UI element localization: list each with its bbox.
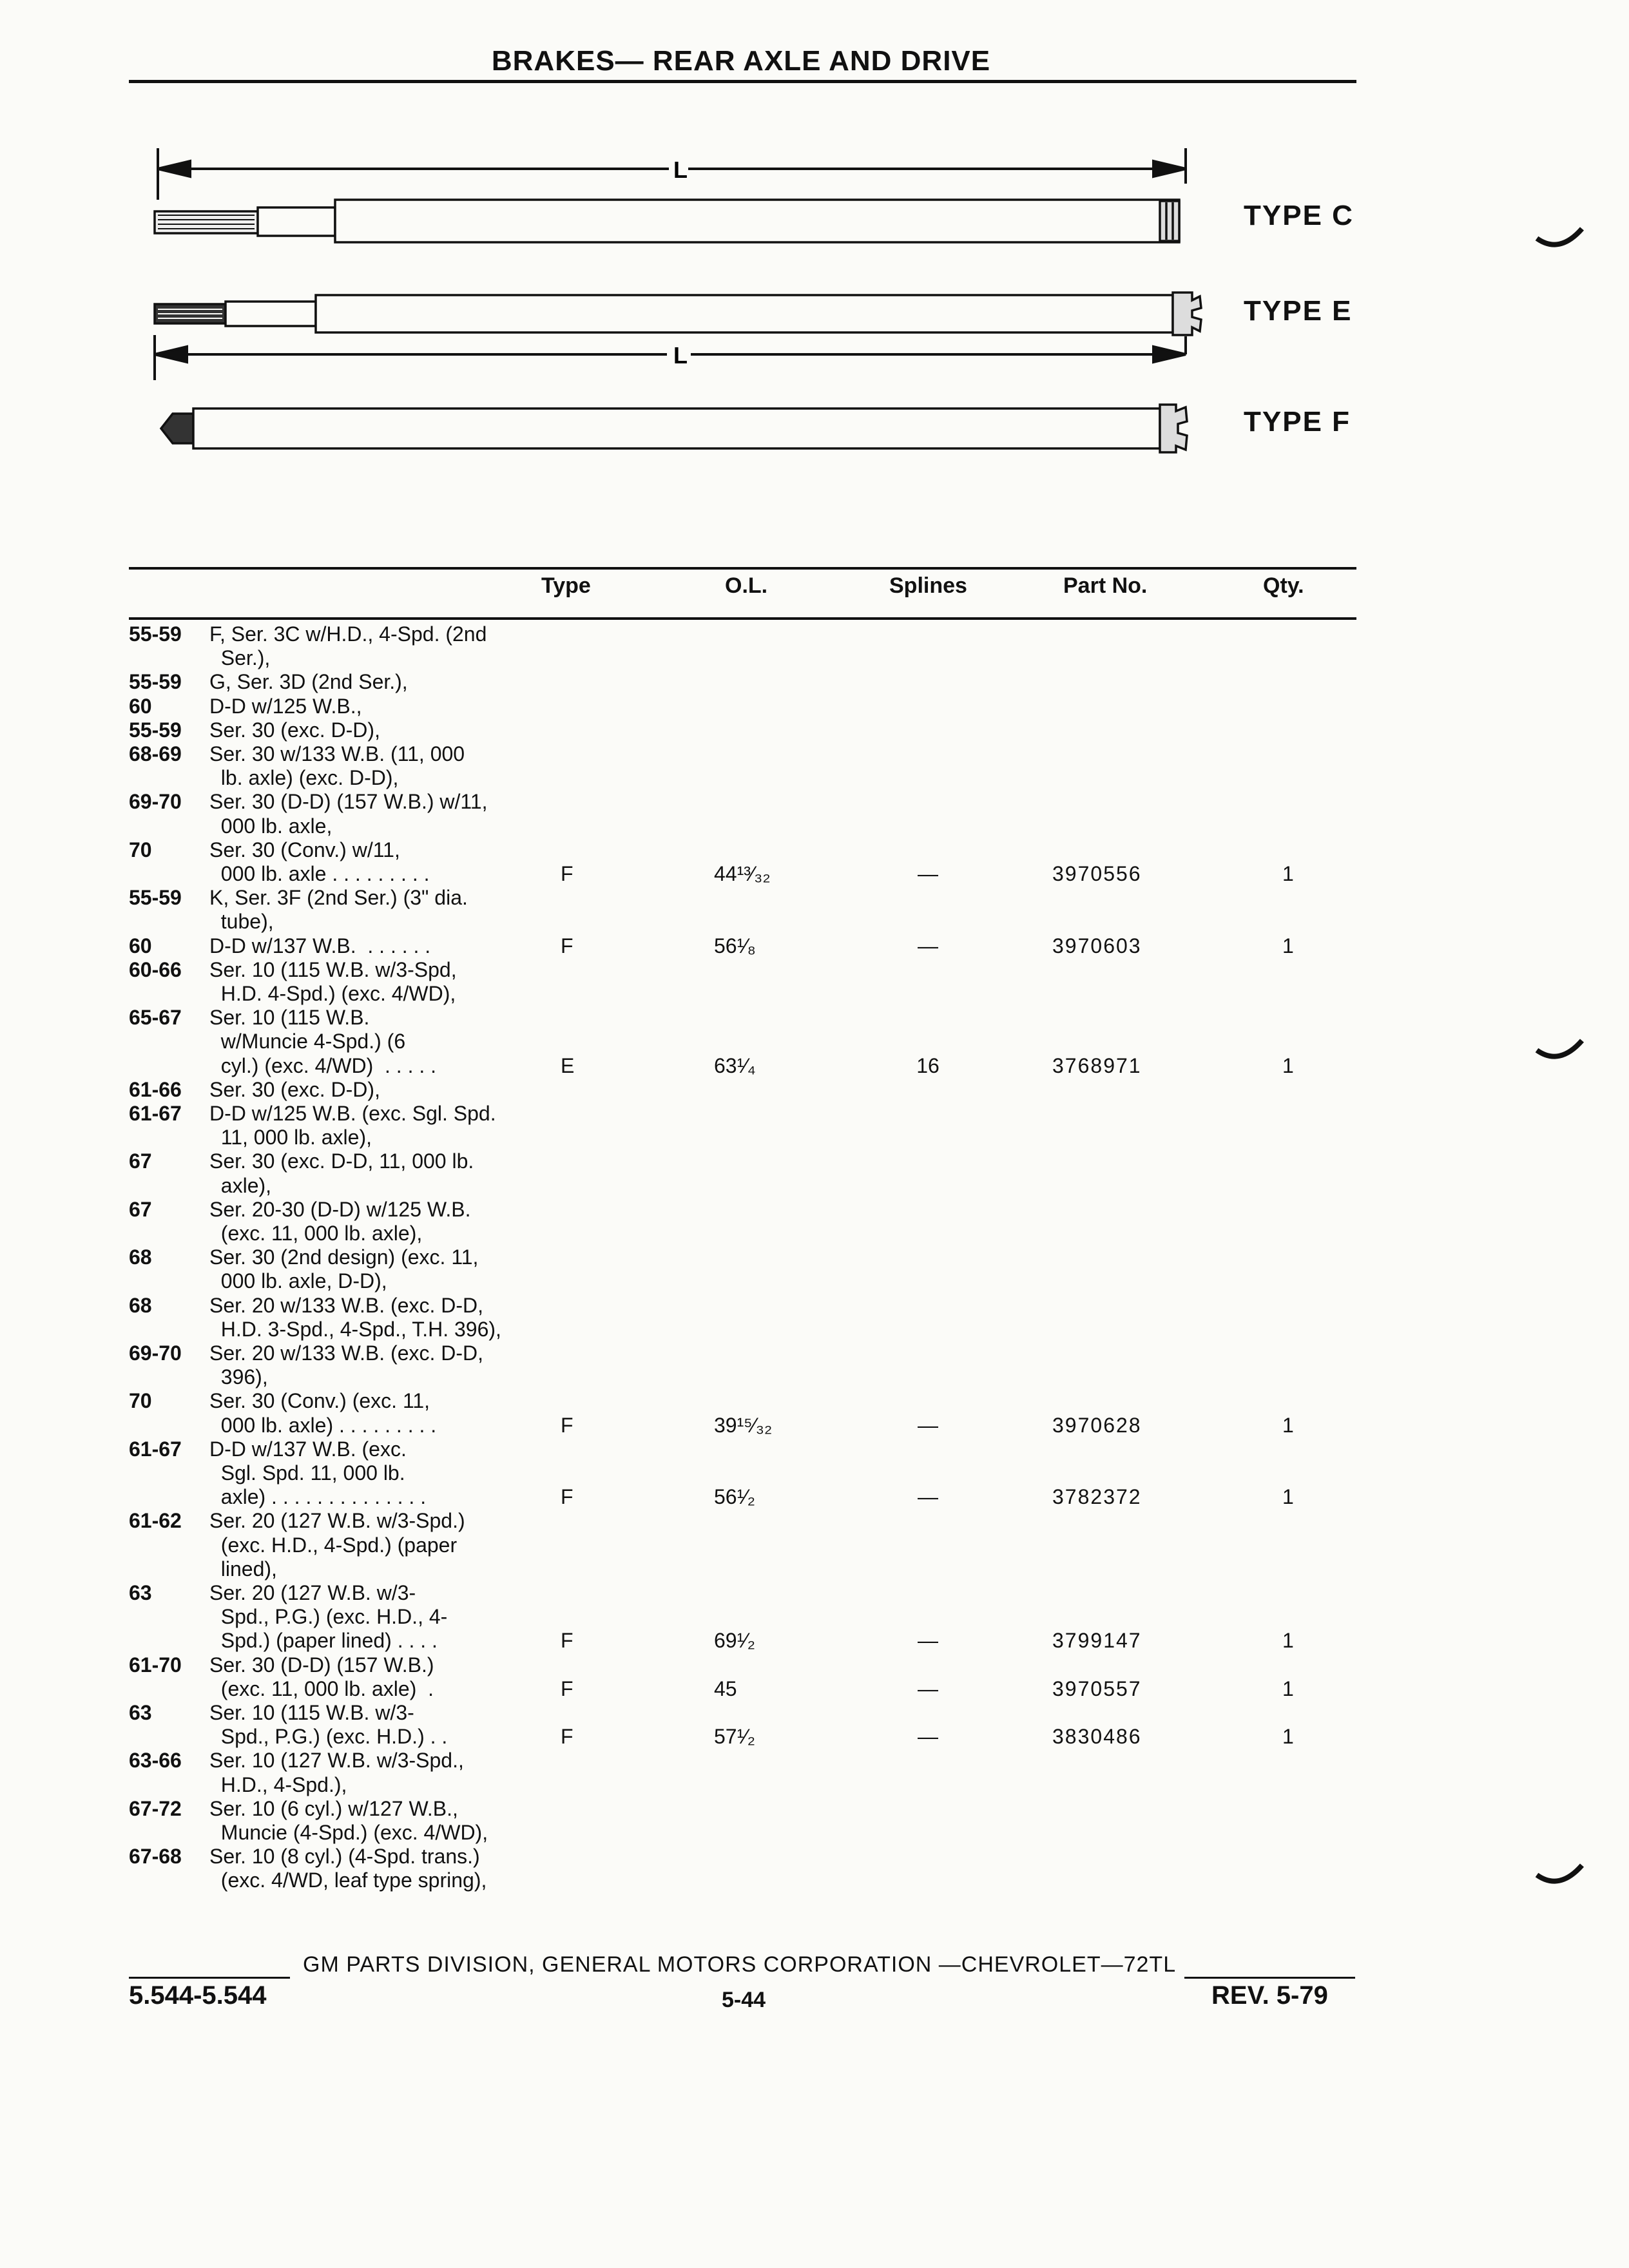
row-description: H.D., 4-Spd.), [209, 1773, 347, 1796]
row-year: 69-70 [129, 1341, 182, 1365]
row-quantity: 1 [1282, 1725, 1294, 1749]
row-part-number: 3970556 [1052, 862, 1142, 885]
row-part-number: 3970557 [1052, 1677, 1142, 1700]
table-row [0, 1174, 1629, 1198]
dim-label-top: L [673, 157, 688, 183]
row-year: 67 [129, 1149, 152, 1173]
table-row [0, 1797, 1629, 1821]
table-row [0, 1365, 1629, 1389]
footer-code: 5.544-5.544 [129, 1981, 267, 2010]
row-description: Ser. 20 w/133 W.B. (exc. D-D, [209, 1341, 484, 1365]
row-description: axle) . . . . . . . . . . . . . . [209, 1485, 427, 1509]
row-description: Spd.) (paper lined) . . . . [209, 1629, 438, 1653]
table-row [0, 1485, 1629, 1509]
row-quantity: 1 [1282, 1413, 1294, 1437]
table-row [0, 1054, 1629, 1078]
row-description: 000 lb. axle, [209, 814, 333, 838]
row-year: 68 [129, 1293, 152, 1317]
type-f-label: TYPE F [1244, 406, 1351, 437]
table-row [0, 934, 1629, 958]
table-row [0, 1198, 1629, 1222]
table-row [0, 1773, 1629, 1797]
row-description: (exc. H.D., 4-Spd.) (paper [209, 1533, 458, 1557]
table-row [0, 1749, 1629, 1773]
row-description: Ser. 30 (Conv.) (exc. 11, [209, 1389, 430, 1413]
table-row [0, 1222, 1629, 1245]
row-year: 61-66 [129, 1077, 182, 1101]
table-row [0, 742, 1629, 766]
row-description: cyl.) (exc. 4/WD) . . . . . [209, 1053, 437, 1077]
row-description: Spd., P.G.) (exc. H.D., 4- [209, 1605, 448, 1629]
row-quantity: 1 [1282, 1053, 1294, 1077]
table-row [0, 1653, 1629, 1677]
row-description: Ser. 20-30 (D-D) w/125 W.B. [209, 1197, 471, 1221]
table-row [0, 1414, 1629, 1437]
row-description: Ser. 10 (115 W.B. [209, 1006, 370, 1030]
row-type: F [561, 862, 574, 885]
row-description: Ser. 10 (6 cyl.) w/127 W.B., [209, 1796, 458, 1820]
row-description: Spd., P.G.) (exc. H.D.) . . [209, 1725, 448, 1749]
row-description: Ser. 10 (115 W.B. w/3- [209, 1701, 414, 1724]
table-row [0, 1437, 1629, 1461]
row-splines: 16 [916, 1053, 940, 1077]
row-description: axle), [209, 1173, 272, 1197]
row-year: 63 [129, 1581, 152, 1604]
col-header-qty: Qty. [1263, 573, 1304, 598]
row-description: Ser. 10 (8 cyl.) (4-Spd. trans.) [209, 1845, 480, 1869]
row-year: 70 [129, 1389, 152, 1413]
row-description: Ser. 20 (127 W.B. w/3-Spd.) [209, 1509, 465, 1533]
table-row [0, 1725, 1629, 1749]
row-description: Ser. 10 (115 W.B. w/3-Spd, [209, 957, 457, 981]
table-row [0, 1461, 1629, 1485]
row-splines: — [918, 1629, 938, 1653]
row-part-number: 3970628 [1052, 1413, 1142, 1437]
row-year: 70 [129, 838, 152, 861]
row-description: Ser. 30 (2nd design) (exc. 11, [209, 1245, 479, 1269]
row-part-number: 3830486 [1052, 1725, 1142, 1749]
table-row [0, 1701, 1629, 1725]
row-description: Ser. 20 w/133 W.B. (exc. D-D, [209, 1293, 484, 1317]
row-description: 000 lb. axle, D-D), [209, 1269, 387, 1293]
row-year: 55-59 [129, 886, 182, 910]
table-row [0, 982, 1629, 1006]
row-splines: — [918, 934, 938, 957]
row-overall-length: 44¹³⁄₃₂ [714, 862, 771, 885]
table-row [0, 766, 1629, 790]
row-year: 61-70 [129, 1653, 182, 1677]
col-header-type: Type [541, 573, 591, 598]
row-splines: — [918, 862, 938, 885]
row-description: Ser. 30 (exc. D-D, 11, 000 lb. [209, 1149, 474, 1173]
table-row [0, 718, 1629, 742]
row-description: H.D. 3-Spd., 4-Spd., T.H. 396), [209, 1317, 501, 1341]
row-quantity: 1 [1282, 862, 1294, 885]
row-description: tube), [209, 910, 274, 934]
row-description: (exc. 11, 000 lb. axle), [209, 1222, 423, 1245]
type-c-label: TYPE C [1244, 200, 1354, 231]
row-year: 67-72 [129, 1796, 182, 1820]
row-description: lb. axle) (exc. D-D), [209, 766, 399, 790]
row-year: 55-59 [129, 718, 182, 742]
row-description: (exc. 4/WD, leaf type spring), [209, 1869, 487, 1892]
table-row [0, 1557, 1629, 1581]
binder-hook-mark [1534, 1031, 1585, 1070]
table-row [0, 1126, 1629, 1149]
type-e-label: TYPE E [1244, 295, 1353, 327]
row-description: Ser. 30 (D-D) (157 W.B.) [209, 1653, 434, 1677]
table-row [0, 1078, 1629, 1102]
dimension-line-top [158, 148, 1186, 200]
row-overall-length: 63¹⁄₄ [714, 1053, 756, 1077]
row-year: 60 [129, 934, 152, 957]
table-row [0, 1509, 1629, 1533]
row-description: Ser. 30 (Conv.) w/11, [209, 838, 400, 861]
row-type: F [561, 1413, 574, 1437]
table-row [0, 1677, 1629, 1701]
row-year: 67-68 [129, 1845, 182, 1869]
col-header-ol: O.L. [725, 573, 768, 598]
table-row [0, 1605, 1629, 1629]
table-row [0, 646, 1629, 670]
binder-hook-mark [1534, 1856, 1585, 1894]
row-type: F [561, 1629, 574, 1653]
row-part-number: 3768971 [1052, 1053, 1142, 1077]
table-row [0, 1389, 1629, 1413]
table-row [0, 1845, 1629, 1869]
row-year: 67 [129, 1197, 152, 1221]
table-row [0, 910, 1629, 934]
footer-page-number: 5-44 [722, 1988, 766, 2012]
footer-division: GM PARTS DIVISION, GENERAL MOTORS CORPORATION —CHEVROLET—72TL [303, 1952, 1177, 1977]
row-description: K, Ser. 3F (2nd Ser.) (3" dia. [209, 886, 468, 910]
row-quantity: 1 [1282, 1485, 1294, 1509]
row-part-number: 3799147 [1052, 1629, 1142, 1653]
row-year: 55-59 [129, 670, 182, 694]
table-row [0, 790, 1629, 814]
row-description: Ser. 30 (exc. D-D), [209, 1077, 380, 1101]
row-description: 396), [209, 1365, 268, 1389]
table-row [0, 886, 1629, 910]
row-description: Sgl. Spd. 11, 000 lb. [209, 1461, 405, 1485]
col-header-part-no: Part No. [1063, 573, 1148, 598]
table-row [0, 1294, 1629, 1318]
table-top-rule [129, 567, 1356, 570]
row-quantity: 1 [1282, 1677, 1294, 1700]
table-row [0, 1629, 1629, 1653]
binder-hook-mark [1534, 219, 1585, 258]
row-description: Ser. 30 (exc. D-D), [209, 718, 380, 742]
row-description: Muncie (4-Spd.) (exc. 4/WD), [209, 1821, 488, 1844]
row-year: 61-67 [129, 1102, 182, 1125]
row-overall-length: 56¹⁄₂ [714, 1485, 756, 1509]
table-header-rule [129, 617, 1356, 620]
row-overall-length: 69¹⁄₂ [714, 1629, 756, 1653]
table-row [0, 670, 1629, 694]
row-splines: — [918, 1725, 938, 1749]
table-row [0, 1149, 1629, 1173]
row-part-number: 3782372 [1052, 1485, 1142, 1509]
table-row [0, 1245, 1629, 1269]
row-year: 68 [129, 1245, 152, 1269]
row-description: D-D w/125 W.B. (exc. Sgl. Spd. [209, 1102, 496, 1125]
header-rule [129, 80, 1356, 83]
row-year: 63 [129, 1701, 152, 1724]
row-splines: — [918, 1677, 938, 1700]
table-row [0, 1821, 1629, 1845]
row-year: 61-62 [129, 1509, 182, 1533]
row-overall-length: 39¹⁵⁄₃₂ [714, 1413, 773, 1437]
row-description: D-D w/137 W.B. . . . . . . [209, 934, 431, 957]
row-description: F, Ser. 3C w/H.D., 4-Spd. (2nd [209, 622, 487, 646]
shaft-type-e [155, 293, 1201, 335]
table-row [0, 1269, 1629, 1293]
row-description: 000 lb. axle) . . . . . . . . . [209, 1413, 437, 1437]
footer-revision: REV. 5-79 [1211, 1981, 1328, 2010]
row-overall-length: 56¹⁄₈ [714, 934, 756, 957]
row-quantity: 1 [1282, 1629, 1294, 1653]
row-description: lined), [209, 1557, 277, 1581]
table-row [0, 1581, 1629, 1605]
row-description: Ser. 10 (127 W.B. w/3-Spd., [209, 1749, 464, 1773]
row-description: Ser. 30 (D-D) (157 W.B.) w/11, [209, 790, 488, 814]
footer-rule-left [129, 1977, 290, 1979]
row-description: (exc. 11, 000 lb. axle) . [209, 1677, 434, 1700]
row-year: 68-69 [129, 742, 182, 765]
row-year: 65-67 [129, 1006, 182, 1030]
row-splines: — [918, 1413, 938, 1437]
table-row [0, 1341, 1629, 1365]
row-description: G, Ser. 3D (2nd Ser.), [209, 670, 408, 694]
row-description: Ser. 30 w/133 W.B. (11, 000 [209, 742, 465, 765]
row-overall-length: 57¹⁄₂ [714, 1725, 756, 1749]
row-description: Ser. 20 (127 W.B. w/3- [209, 1581, 416, 1604]
table-row [0, 958, 1629, 982]
row-description: 000 lb. axle . . . . . . . . . [209, 862, 430, 885]
table-row [0, 622, 1629, 646]
row-year: 69-70 [129, 790, 182, 814]
table-row [0, 1533, 1629, 1557]
row-year: 60 [129, 694, 152, 718]
table-row [0, 862, 1629, 886]
table-row [0, 1006, 1629, 1030]
table-row [0, 695, 1629, 718]
row-description: H.D. 4-Spd.) (exc. 4/WD), [209, 982, 456, 1005]
row-type: F [561, 1677, 574, 1700]
row-description: w/Muncie 4-Spd.) (6 [209, 1030, 406, 1053]
row-type: F [561, 1725, 574, 1749]
row-type: E [561, 1053, 575, 1077]
shaft-type-f [161, 405, 1187, 452]
footer-rule-right [1184, 1977, 1355, 1979]
row-year: 61-67 [129, 1437, 182, 1461]
table-row [0, 838, 1629, 862]
row-splines: — [918, 1485, 938, 1509]
shaft-type-c [155, 200, 1179, 242]
col-header-splines: Splines [889, 573, 967, 598]
dimension-line-bottom [155, 335, 1186, 380]
table-row [0, 814, 1629, 838]
row-description: D-D w/125 W.B., [209, 694, 362, 718]
row-quantity: 1 [1282, 934, 1294, 957]
row-description: D-D w/137 W.B. (exc. [209, 1437, 407, 1461]
row-type: F [561, 934, 574, 957]
row-part-number: 3970603 [1052, 934, 1142, 957]
row-year: 55-59 [129, 622, 182, 646]
row-description: 11, 000 lb. axle), [209, 1126, 372, 1149]
table-row [0, 1102, 1629, 1126]
row-year: 63-66 [129, 1749, 182, 1773]
table-row [0, 1318, 1629, 1341]
page-title: BRAKES— REAR AXLE AND DRIVE [491, 45, 991, 77]
row-type: F [561, 1485, 574, 1509]
dim-label-bottom: L [673, 342, 688, 369]
table-row [0, 1030, 1629, 1053]
table-row [0, 1869, 1629, 1892]
row-description: Ser.), [209, 646, 271, 670]
row-overall-length: 45 [714, 1677, 737, 1700]
drive-shaft-diagram [129, 135, 1373, 470]
row-year: 60-66 [129, 957, 182, 981]
